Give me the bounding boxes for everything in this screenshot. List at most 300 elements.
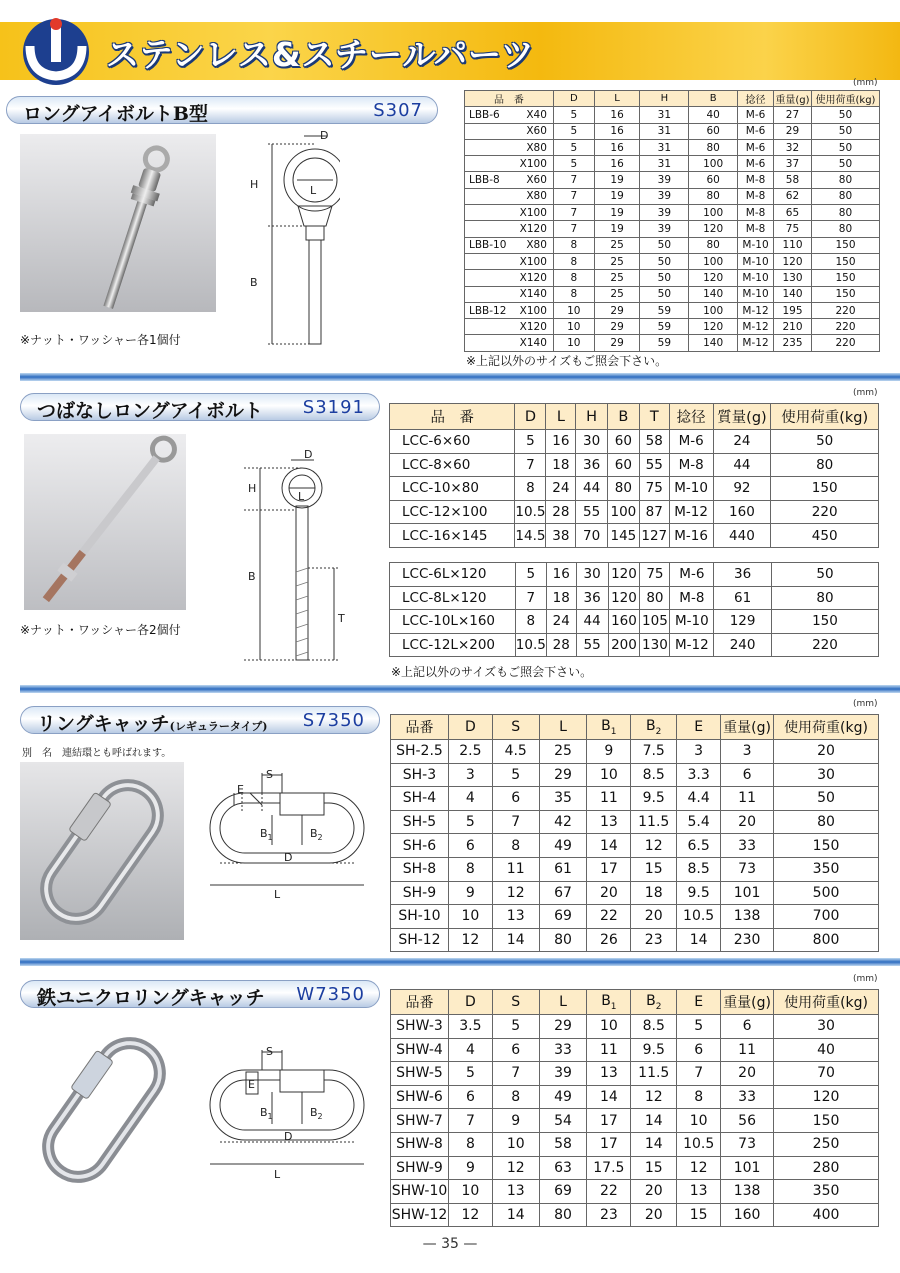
table-cell: 12 bbox=[492, 881, 539, 905]
dim-label-d: D bbox=[284, 851, 293, 864]
table-cell: 59 bbox=[640, 335, 689, 351]
table-cell: 8 bbox=[492, 1085, 539, 1109]
table-cell: 13 bbox=[677, 1180, 721, 1204]
table-cell: $B_1$ bbox=[587, 715, 631, 740]
table-row bbox=[391, 928, 879, 952]
table-cell: 29 bbox=[594, 335, 640, 351]
unit-label: (mm) bbox=[853, 974, 878, 984]
table-cell: 92 bbox=[713, 477, 771, 501]
table-cell: 12 bbox=[448, 928, 492, 952]
table-cell: 55 bbox=[576, 500, 608, 524]
table-cell: 8.5 bbox=[677, 857, 721, 881]
table-cell: X140 bbox=[507, 286, 553, 302]
table-cell: 50 bbox=[811, 139, 879, 155]
table-cell: 5 bbox=[677, 1015, 721, 1039]
table-cell: 6.5 bbox=[677, 834, 721, 858]
table-cell: SHW-3 bbox=[391, 1015, 449, 1039]
spec-table-sh bbox=[390, 714, 879, 952]
table-cell: 150 bbox=[811, 286, 879, 302]
table-cell: 42 bbox=[539, 810, 587, 834]
table-cell: 14 bbox=[587, 834, 631, 858]
table-cell: LBB-10 bbox=[465, 237, 508, 253]
product-code: S7350 bbox=[302, 710, 365, 731]
table-cell: 29 bbox=[594, 302, 640, 318]
table-cell: L bbox=[594, 91, 640, 107]
table-cell: 59 bbox=[640, 302, 689, 318]
table-row bbox=[391, 1203, 879, 1227]
section-title: ロングアイボルトB型 bbox=[23, 103, 208, 125]
dim-label-s: S bbox=[266, 768, 273, 781]
table-row bbox=[391, 1132, 879, 1156]
table-cell: 44 bbox=[576, 477, 608, 501]
spec-table-lbb bbox=[464, 90, 880, 352]
eyebolt-photo bbox=[24, 434, 186, 610]
table-cell: 8 bbox=[677, 1085, 721, 1109]
table-cell: 20 bbox=[721, 810, 774, 834]
table-cell: X60 bbox=[507, 123, 553, 139]
table-cell: 使用荷重(kg) bbox=[774, 715, 879, 740]
table-cell: 80 bbox=[771, 453, 879, 477]
table-cell: 30 bbox=[774, 1015, 879, 1039]
table-cell: 39 bbox=[640, 205, 689, 221]
table-cell: M-8 bbox=[738, 221, 774, 237]
table-cell: M-12 bbox=[738, 319, 774, 335]
dim-label-b: B bbox=[248, 570, 256, 583]
table-cell: 60 bbox=[607, 430, 639, 454]
table-cell: 160 bbox=[713, 500, 771, 524]
table-cell: 30 bbox=[774, 763, 879, 787]
table-cell: 8 bbox=[515, 610, 546, 634]
table-cell: 20 bbox=[631, 905, 677, 929]
table-cell: 67 bbox=[539, 881, 587, 905]
table-cell: 12 bbox=[492, 1156, 539, 1180]
table-cell: X60 bbox=[507, 172, 553, 188]
table-cell: X80 bbox=[507, 188, 553, 204]
table-cell: SHW-12 bbox=[391, 1203, 449, 1227]
table-cell: 150 bbox=[811, 270, 879, 286]
alias-note: 別 名 連結環とも呼ばれます。 bbox=[22, 748, 172, 759]
table-cell: 55 bbox=[576, 633, 608, 657]
page-title: ステンレス&スチールパーツ bbox=[106, 35, 535, 74]
table-cell: 重量(g) bbox=[721, 715, 774, 740]
table-cell: 23 bbox=[631, 928, 677, 952]
table-cell: 12 bbox=[677, 1156, 721, 1180]
table-cell: 33 bbox=[721, 1085, 774, 1109]
table-cell: 8 bbox=[448, 857, 492, 881]
dim-label-d: D bbox=[304, 448, 313, 461]
table-cell: SH-3 bbox=[391, 763, 449, 787]
table-cell: LCC-12L×200 bbox=[390, 633, 516, 657]
spec-table-lcc bbox=[389, 403, 879, 548]
product-code: S3191 bbox=[302, 397, 365, 418]
table-cell: 220 bbox=[771, 633, 878, 657]
table-cell: 20 bbox=[721, 1062, 774, 1086]
section-title-pill bbox=[20, 393, 380, 421]
table-cell: 105 bbox=[640, 610, 670, 634]
table-cell: 25 bbox=[539, 740, 587, 764]
table-header-row bbox=[465, 91, 880, 107]
table-cell: 10.5 bbox=[677, 905, 721, 929]
table-cell: 120 bbox=[608, 563, 640, 587]
table-cell: 17 bbox=[587, 857, 631, 881]
table-cell: 使用荷重(kg) bbox=[774, 990, 879, 1015]
table-cell: 10 bbox=[587, 763, 631, 787]
table-cell: 31 bbox=[640, 107, 689, 123]
table-row bbox=[391, 1156, 879, 1180]
table-cell: 400 bbox=[774, 1203, 879, 1227]
table-row bbox=[465, 319, 880, 335]
dim-label-l: L bbox=[274, 1168, 281, 1181]
table-cell: 8 bbox=[553, 237, 594, 253]
table-cell: 500 bbox=[774, 881, 879, 905]
table-cell: 69 bbox=[539, 1180, 587, 1204]
table-cell: 捻径 bbox=[738, 91, 774, 107]
product-code: W7350 bbox=[296, 984, 365, 1005]
table-row bbox=[390, 563, 879, 587]
table-cell: SHW-10 bbox=[391, 1180, 449, 1204]
table-cell: 25 bbox=[594, 237, 640, 253]
dim-label-b1: $B_1$ bbox=[260, 827, 273, 842]
table-cell: 9 bbox=[448, 1156, 492, 1180]
table-cell: 100 bbox=[689, 156, 738, 172]
table-cell: 11 bbox=[721, 787, 774, 811]
dim-label-h: H bbox=[248, 482, 257, 495]
table-cell: M-10 bbox=[670, 610, 714, 634]
table-cell: 13 bbox=[587, 1062, 631, 1086]
table-cell: 58 bbox=[639, 430, 669, 454]
section-title-pill bbox=[20, 706, 380, 734]
table-cell: 70 bbox=[774, 1062, 879, 1086]
table-cell: 50 bbox=[640, 253, 689, 269]
table-row bbox=[391, 1062, 879, 1086]
table-cell: S bbox=[492, 990, 539, 1015]
table-cell bbox=[465, 139, 508, 155]
table-cell: X80 bbox=[507, 237, 553, 253]
dim-label-e: E bbox=[248, 1078, 255, 1091]
table-cell: 7 bbox=[677, 1062, 721, 1086]
table-cell: M-16 bbox=[669, 524, 713, 548]
ring-catch-photo bbox=[20, 1020, 186, 1196]
table-cell: 80 bbox=[811, 205, 879, 221]
table-cell: 100 bbox=[689, 302, 738, 318]
table-cell: 4.4 bbox=[677, 787, 721, 811]
table-cell: 使用荷重(kg) bbox=[771, 404, 879, 430]
table-row bbox=[391, 1085, 879, 1109]
table-cell: 32 bbox=[774, 139, 812, 155]
table-cell: 44 bbox=[576, 610, 608, 634]
table-cell: 220 bbox=[811, 302, 879, 318]
table-cell: 36 bbox=[576, 586, 608, 610]
table-cell: 10.5 bbox=[515, 633, 546, 657]
table-cell: 145 bbox=[607, 524, 639, 548]
table-cell: 65 bbox=[774, 205, 812, 221]
table-row bbox=[390, 477, 879, 501]
table-cell: 75 bbox=[639, 477, 669, 501]
table-cell: 9 bbox=[587, 740, 631, 764]
dim-label-d: D bbox=[320, 129, 329, 142]
table-cell bbox=[465, 319, 508, 335]
table-cell: 30 bbox=[576, 563, 608, 587]
eyebolt-photo bbox=[20, 134, 216, 312]
section-title: 鉄ユニクロリングキャッチ bbox=[37, 987, 265, 1009]
unit-label: (mm) bbox=[853, 699, 878, 709]
table-cell: M-12 bbox=[670, 633, 714, 657]
table-cell: 28 bbox=[546, 500, 576, 524]
table-cell: 15 bbox=[631, 1156, 677, 1180]
table-cell: X100 bbox=[507, 156, 553, 172]
table-cell: $B_2$ bbox=[631, 990, 677, 1015]
table-cell: 40 bbox=[689, 107, 738, 123]
table-cell: 450 bbox=[771, 524, 879, 548]
table-cell: 25 bbox=[594, 286, 640, 302]
table-cell: E bbox=[677, 990, 721, 1015]
table-cell: 250 bbox=[774, 1132, 879, 1156]
table-cell: 138 bbox=[721, 905, 774, 929]
table-cell: 19 bbox=[594, 188, 640, 204]
table-cell: 80 bbox=[689, 188, 738, 204]
table-cell: 55 bbox=[639, 453, 669, 477]
table-cell: 20 bbox=[587, 881, 631, 905]
table-cell: 80 bbox=[811, 188, 879, 204]
title-main: リングキャッチ bbox=[37, 713, 170, 735]
table-cell: 350 bbox=[774, 1180, 879, 1204]
table-cell: 80 bbox=[607, 477, 639, 501]
table-cell: SHW-5 bbox=[391, 1062, 449, 1086]
table-cell: 100 bbox=[607, 500, 639, 524]
table-cell: 120 bbox=[608, 586, 640, 610]
table-cell: SHW-9 bbox=[391, 1156, 449, 1180]
table-cell: 150 bbox=[771, 610, 878, 634]
table-cell: 58 bbox=[774, 172, 812, 188]
table-cell: 8 bbox=[448, 1132, 492, 1156]
table-cell: 29 bbox=[539, 1015, 587, 1039]
table-cell: 50 bbox=[640, 237, 689, 253]
table-row bbox=[390, 586, 879, 610]
table-cell: 11 bbox=[492, 857, 539, 881]
table-cell: X120 bbox=[507, 221, 553, 237]
table-cell: 4 bbox=[448, 1038, 492, 1062]
table-cell: 140 bbox=[774, 286, 812, 302]
table-row bbox=[390, 610, 879, 634]
table-row bbox=[391, 905, 879, 929]
table-cell: 15 bbox=[631, 857, 677, 881]
table-cell: SH-4 bbox=[391, 787, 449, 811]
table-cell: 24 bbox=[546, 610, 576, 634]
table-cell: SHW-4 bbox=[391, 1038, 449, 1062]
table-cell: 14 bbox=[492, 1203, 539, 1227]
table-cell: 50 bbox=[811, 123, 879, 139]
table-cell: 200 bbox=[608, 633, 640, 657]
table-cell: 80 bbox=[640, 586, 670, 610]
table-row bbox=[465, 335, 880, 351]
table-cell: 120 bbox=[774, 253, 812, 269]
table-cell: LBB-12 bbox=[465, 302, 508, 318]
table-cell: 16 bbox=[594, 107, 640, 123]
table-cell: 10.5 bbox=[515, 500, 546, 524]
table-cell: LCC-8L×120 bbox=[390, 586, 516, 610]
table-cell: 140 bbox=[689, 286, 738, 302]
dim-label-l: L bbox=[310, 184, 317, 197]
table-cell: 150 bbox=[774, 834, 879, 858]
table-row bbox=[465, 172, 880, 188]
eyebolt-drawing bbox=[236, 446, 356, 666]
table-cell: M-6 bbox=[670, 563, 714, 587]
table-cell: 6 bbox=[492, 787, 539, 811]
table-cell: 29 bbox=[594, 319, 640, 335]
table-cell: 100 bbox=[689, 253, 738, 269]
table-cell: 14 bbox=[492, 928, 539, 952]
table-cell: 36 bbox=[714, 563, 772, 587]
table-cell: 800 bbox=[774, 928, 879, 952]
table-cell: 49 bbox=[539, 834, 587, 858]
table-cell: M-10 bbox=[738, 253, 774, 269]
table-cell: 50 bbox=[811, 107, 879, 123]
table-cell: LCC-12×100 bbox=[390, 500, 515, 524]
table-cell: 8.5 bbox=[631, 763, 677, 787]
table-cell: 39 bbox=[640, 188, 689, 204]
table-cell: L bbox=[539, 990, 587, 1015]
table-cell: 29 bbox=[774, 123, 812, 139]
table-cell: 150 bbox=[811, 253, 879, 269]
table-header-row bbox=[391, 990, 879, 1015]
table-cell: 130 bbox=[774, 270, 812, 286]
table-cell: 59 bbox=[640, 319, 689, 335]
table-cell: 150 bbox=[774, 1109, 879, 1133]
table-cell: 17.5 bbox=[587, 1156, 631, 1180]
table-row bbox=[465, 253, 880, 269]
table-row bbox=[391, 834, 879, 858]
table-row bbox=[391, 740, 879, 764]
table-cell: 8 bbox=[553, 270, 594, 286]
table-cell: 150 bbox=[771, 477, 879, 501]
dim-label-h: H bbox=[250, 178, 259, 191]
table-cell: 12 bbox=[448, 1203, 492, 1227]
table-cell: 5 bbox=[448, 1062, 492, 1086]
table-cell: M-8 bbox=[738, 205, 774, 221]
table-cell: 50 bbox=[771, 430, 879, 454]
table-cell: 28 bbox=[546, 633, 576, 657]
table-cell: 2.5 bbox=[448, 740, 492, 764]
table-cell: 11 bbox=[721, 1038, 774, 1062]
table-cell: 8 bbox=[553, 286, 594, 302]
table-cell: 10 bbox=[553, 302, 594, 318]
table-cell bbox=[465, 253, 508, 269]
title-sub: (レギュラータイプ) bbox=[169, 720, 268, 733]
table-cell: 5 bbox=[553, 123, 594, 139]
table-cell: 26 bbox=[587, 928, 631, 952]
table-cell: 7.5 bbox=[631, 740, 677, 764]
table-cell: 120 bbox=[689, 319, 738, 335]
table-row bbox=[465, 270, 880, 286]
table-cell: 9 bbox=[492, 1109, 539, 1133]
table-cell: 39 bbox=[640, 172, 689, 188]
table-cell: 80 bbox=[689, 237, 738, 253]
table-cell: 700 bbox=[774, 905, 879, 929]
table-cell: 22 bbox=[587, 905, 631, 929]
table-cell: 23 bbox=[587, 1203, 631, 1227]
table-row bbox=[465, 286, 880, 302]
table-cell: M-6 bbox=[738, 107, 774, 123]
table-cell: 16 bbox=[594, 156, 640, 172]
table-cell: 24 bbox=[546, 477, 576, 501]
table-cell: 50 bbox=[771, 563, 878, 587]
table-cell: 140 bbox=[689, 335, 738, 351]
table-cell: 3 bbox=[721, 740, 774, 764]
table-cell: SH-6 bbox=[391, 834, 449, 858]
table-cell: D bbox=[553, 91, 594, 107]
table-cell: 61 bbox=[539, 857, 587, 881]
table-cell: M-6 bbox=[738, 123, 774, 139]
table-cell: 3.5 bbox=[448, 1015, 492, 1039]
table-cell: 使用荷重(kg) bbox=[811, 91, 879, 107]
table-row bbox=[390, 633, 879, 657]
table-row bbox=[465, 221, 880, 237]
table-row bbox=[465, 188, 880, 204]
table-cell: 8.5 bbox=[631, 1015, 677, 1039]
table-cell: 220 bbox=[811, 319, 879, 335]
ring-catch-drawing bbox=[190, 1042, 380, 1184]
table-cell: 62 bbox=[774, 188, 812, 204]
table-cell: T bbox=[639, 404, 669, 430]
table-cell: 22 bbox=[587, 1180, 631, 1204]
table-cell: 18 bbox=[546, 453, 576, 477]
table-cell: 80 bbox=[689, 139, 738, 155]
size-footnote: ※上記以外のサイズもご照会下さい。 bbox=[466, 354, 668, 368]
table-cell: 5 bbox=[492, 1015, 539, 1039]
dim-label-b: B bbox=[250, 276, 258, 289]
table-cell bbox=[465, 335, 508, 351]
table-cell: 101 bbox=[721, 1156, 774, 1180]
size-footnote: ※上記以外のサイズもご照会下さい。 bbox=[391, 665, 593, 679]
table-cell: 10 bbox=[587, 1015, 631, 1039]
table-cell: 質量(g) bbox=[713, 404, 771, 430]
table-cell: 3 bbox=[677, 740, 721, 764]
table-cell: 16 bbox=[546, 430, 576, 454]
table-cell: 29 bbox=[539, 763, 587, 787]
spec-table-lcc-long bbox=[389, 562, 879, 657]
section-title-pill bbox=[6, 96, 438, 124]
table-cell: 11.5 bbox=[631, 1062, 677, 1086]
table-cell: 100 bbox=[689, 205, 738, 221]
table-row bbox=[465, 156, 880, 172]
table-header-row bbox=[391, 715, 879, 740]
table-cell: SHW-6 bbox=[391, 1085, 449, 1109]
table-cell: 120 bbox=[689, 270, 738, 286]
table-cell: LBB-6 bbox=[465, 107, 508, 123]
table-cell: 5 bbox=[515, 430, 546, 454]
table-cell: M-6 bbox=[669, 430, 713, 454]
dim-label-t: T bbox=[338, 612, 345, 625]
table-cell: 230 bbox=[721, 928, 774, 952]
table-cell: M-10 bbox=[738, 237, 774, 253]
table-cell: 7 bbox=[515, 453, 546, 477]
table-cell: M-6 bbox=[738, 139, 774, 155]
table-cell: 56 bbox=[721, 1109, 774, 1133]
table-cell: 10.5 bbox=[677, 1132, 721, 1156]
table-cell: 10 bbox=[553, 335, 594, 351]
table-cell: 10 bbox=[448, 1180, 492, 1204]
table-cell: X100 bbox=[507, 302, 553, 318]
table-cell: 31 bbox=[640, 139, 689, 155]
table-cell: M-10 bbox=[738, 286, 774, 302]
table-cell: S bbox=[492, 715, 539, 740]
brand-logo bbox=[16, 16, 96, 86]
table-cell: 33 bbox=[539, 1038, 587, 1062]
table-cell: 12 bbox=[631, 834, 677, 858]
table-cell bbox=[465, 286, 508, 302]
dim-label-b1: $B_1$ bbox=[260, 1106, 273, 1121]
table-cell: 120 bbox=[689, 221, 738, 237]
